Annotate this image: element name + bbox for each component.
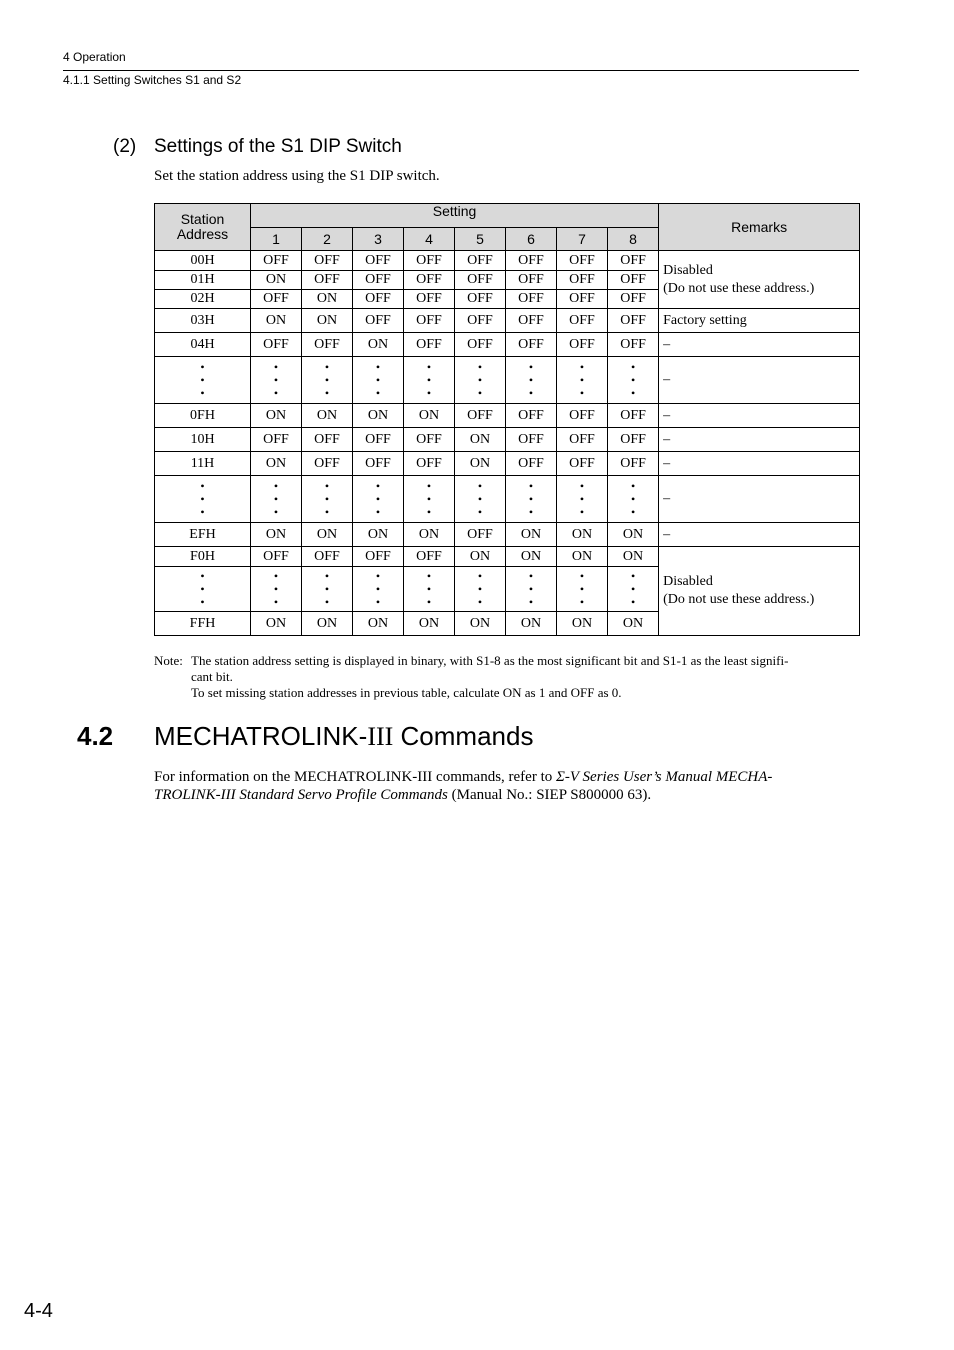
bit-cell: OFF — [251, 251, 302, 271]
bit-header: 5 — [455, 228, 506, 251]
vertical-ellipsis: • • • — [608, 357, 659, 404]
vertical-ellipsis: • • • — [404, 567, 455, 612]
station-address: 01H — [155, 271, 251, 290]
vertical-ellipsis: • • • — [455, 357, 506, 404]
bit-cell: OFF — [608, 333, 659, 357]
vertical-ellipsis: • • • — [608, 476, 659, 523]
bit-cell: OFF — [557, 428, 608, 452]
note-line-1: The station address setting is displayed in binary, with S1-8 as the most significant bit and S1-1 as the least signifi- — [191, 653, 789, 668]
table-row — [155, 251, 860, 271]
bit-cell: OFF — [506, 290, 557, 309]
station-address: 03H — [155, 309, 251, 333]
bit-cell: ON — [302, 309, 353, 333]
bit-cell: OFF — [353, 271, 404, 290]
vertical-ellipsis: • • • — [506, 476, 557, 523]
bit-cell: OFF — [557, 290, 608, 309]
bit-cell: ON — [557, 612, 608, 636]
bit-cell: ON — [455, 547, 506, 567]
bit-cell: OFF — [506, 271, 557, 290]
vertical-ellipsis: • • • — [404, 476, 455, 523]
bit-cell: OFF — [353, 452, 404, 476]
bit-cell: ON — [251, 523, 302, 547]
bit-cell: OFF — [404, 452, 455, 476]
remarks-header: Remarks — [659, 204, 860, 251]
bit-header: 8 — [608, 228, 659, 251]
bit-cell: OFF — [404, 251, 455, 271]
bit-cell: ON — [251, 452, 302, 476]
station-address: 11H — [155, 452, 251, 476]
subsection-number: (2) — [113, 136, 137, 157]
bit-header: 6 — [506, 228, 557, 251]
bit-cell: ON — [506, 547, 557, 567]
bit-cell: ON — [302, 612, 353, 636]
station-address-header: Station Address — [155, 204, 251, 251]
bit-cell: ON — [302, 523, 353, 547]
remark-dash: – — [659, 404, 860, 428]
station-address: 10H — [155, 428, 251, 452]
vertical-ellipsis: • • • — [251, 567, 302, 612]
bit-header: 3 — [353, 228, 404, 251]
header-section: 4.1.1 Setting Switches S1 and S2 — [63, 73, 242, 87]
bit-cell: OFF — [557, 404, 608, 428]
remark-dash: – — [659, 428, 860, 452]
bit-cell: OFF — [251, 290, 302, 309]
remark-dash: – — [659, 523, 860, 547]
bit-cell: OFF — [353, 251, 404, 271]
vertical-ellipsis: • • • — [155, 476, 251, 523]
bit-cell: ON — [404, 404, 455, 428]
bit-cell: ON — [557, 547, 608, 567]
bit-cell: ON — [251, 404, 302, 428]
station-address: 0FH — [155, 404, 251, 428]
bit-cell: OFF — [506, 309, 557, 333]
bit-cell: OFF — [455, 251, 506, 271]
bit-cell: ON — [251, 309, 302, 333]
bit-cell: ON — [506, 523, 557, 547]
station-address: 00H — [155, 251, 251, 271]
ellipsis-row — [155, 476, 860, 523]
bit-cell: OFF — [608, 428, 659, 452]
bit-cell: ON — [302, 290, 353, 309]
bit-cell: OFF — [302, 452, 353, 476]
bit-header: 1 — [251, 228, 302, 251]
remark-factory: Factory setting — [659, 309, 860, 333]
bit-cell: OFF — [353, 547, 404, 567]
bit-header: 4 — [404, 228, 455, 251]
bit-cell: ON — [404, 523, 455, 547]
bit-cell: ON — [251, 271, 302, 290]
bit-cell: OFF — [251, 547, 302, 567]
bit-cell: ON — [608, 612, 659, 636]
bit-cell: OFF — [455, 404, 506, 428]
table-note — [154, 653, 859, 701]
bit-cell: OFF — [506, 333, 557, 357]
vertical-ellipsis: • • • — [251, 357, 302, 404]
bit-cell: OFF — [302, 547, 353, 567]
manual-reference: Σ-V Series User’s Manual MECHA- — [556, 769, 773, 785]
bit-cell: OFF — [506, 428, 557, 452]
bit-cell: ON — [608, 523, 659, 547]
table-row — [155, 523, 860, 547]
bit-cell: OFF — [506, 404, 557, 428]
bit-cell: OFF — [353, 290, 404, 309]
bit-cell: OFF — [608, 309, 659, 333]
bit-cell: OFF — [557, 452, 608, 476]
vertical-ellipsis: • • • — [251, 476, 302, 523]
bit-cell: OFF — [302, 251, 353, 271]
vertical-ellipsis: • • • — [302, 357, 353, 404]
manual-reference-cont: TROLINK-III Standard Servo Profile Commands — [154, 787, 448, 803]
section-body: For information on the MECHATROLINK-III commands, refer to Σ-V Series User’s Manual MECHA- TROLINK-III Standard Servo Profile Commands (Manual No.: SIEP S800000 63). — [154, 769, 773, 803]
subsection-title: Settings of the S1 DIP Switch — [154, 136, 402, 157]
vertical-ellipsis: • • • — [353, 476, 404, 523]
bit-cell: OFF — [455, 523, 506, 547]
vertical-ellipsis: • • • — [455, 567, 506, 612]
header-chapter: 4 Operation — [63, 50, 126, 64]
section-number: 4.2 — [77, 721, 114, 751]
table-row — [155, 547, 860, 567]
vertical-ellipsis: • • • — [557, 476, 608, 523]
bit-cell: OFF — [404, 333, 455, 357]
subsection-intro: Set the station address using the S1 DIP switch. — [154, 168, 440, 184]
bit-cell: ON — [353, 404, 404, 428]
header-rule — [63, 70, 859, 71]
ellipsis-row — [155, 357, 860, 404]
dip-switch-table — [154, 203, 860, 636]
bit-cell: OFF — [608, 271, 659, 290]
bit-cell: OFF — [557, 251, 608, 271]
table-row — [155, 452, 860, 476]
bit-cell: OFF — [353, 428, 404, 452]
bit-cell: OFF — [302, 428, 353, 452]
station-address: 04H — [155, 333, 251, 357]
remark-disabled: Disabled (Do not use these address.) — [659, 547, 860, 636]
bit-cell: OFF — [404, 428, 455, 452]
bit-cell: ON — [455, 452, 506, 476]
station-address: FFH — [155, 612, 251, 636]
bit-cell: OFF — [557, 271, 608, 290]
bit-cell: OFF — [608, 251, 659, 271]
bit-cell: ON — [353, 333, 404, 357]
vertical-ellipsis: • • • — [608, 567, 659, 612]
vertical-ellipsis: • • • — [557, 567, 608, 612]
bit-cell: OFF — [557, 333, 608, 357]
bit-cell: ON — [353, 523, 404, 547]
page-number: 4-4 — [24, 1300, 53, 1322]
remark-disabled: Disabled (Do not use these address.) — [659, 251, 860, 309]
bit-cell: OFF — [608, 452, 659, 476]
remark-dash: – — [659, 333, 860, 357]
bit-header: 2 — [302, 228, 353, 251]
remark-dash: – — [659, 476, 860, 523]
table-row — [155, 404, 860, 428]
remark-dash: – — [659, 357, 860, 404]
bit-header: 7 — [557, 228, 608, 251]
bit-cell: ON — [608, 547, 659, 567]
bit-cell: OFF — [353, 309, 404, 333]
vertical-ellipsis: • • • — [302, 567, 353, 612]
vertical-ellipsis: • • • — [506, 567, 557, 612]
bit-cell: OFF — [506, 452, 557, 476]
bit-cell: OFF — [251, 428, 302, 452]
bit-cell: ON — [455, 428, 506, 452]
bit-cell: OFF — [302, 333, 353, 357]
table-row — [155, 333, 860, 357]
table-row — [155, 428, 860, 452]
bit-cell: ON — [353, 612, 404, 636]
bit-cell: OFF — [506, 251, 557, 271]
vertical-ellipsis: • • • — [353, 567, 404, 612]
note-label: Note: — [154, 653, 183, 668]
station-address: 02H — [155, 290, 251, 309]
bit-cell: OFF — [404, 290, 455, 309]
vertical-ellipsis: • • • — [353, 357, 404, 404]
bit-cell: OFF — [608, 290, 659, 309]
bit-cell: ON — [251, 612, 302, 636]
bit-cell: OFF — [404, 309, 455, 333]
bit-cell: OFF — [455, 333, 506, 357]
vertical-ellipsis: • • • — [404, 357, 455, 404]
vertical-ellipsis: • • • — [455, 476, 506, 523]
bit-cell: ON — [455, 612, 506, 636]
bit-cell: OFF — [404, 547, 455, 567]
bit-cell: OFF — [455, 271, 506, 290]
bit-cell: ON — [302, 404, 353, 428]
bit-cell: OFF — [608, 404, 659, 428]
setting-header: Setting — [251, 204, 659, 228]
table-row — [155, 309, 860, 333]
station-address: EFH — [155, 523, 251, 547]
bit-cell: OFF — [251, 333, 302, 357]
bit-cell: OFF — [557, 309, 608, 333]
vertical-ellipsis: • • • — [302, 476, 353, 523]
bit-cell: ON — [404, 612, 455, 636]
bit-cell: OFF — [302, 271, 353, 290]
bit-cell: ON — [506, 612, 557, 636]
bit-cell: OFF — [455, 290, 506, 309]
vertical-ellipsis: • • • — [557, 357, 608, 404]
vertical-ellipsis: • • • — [155, 357, 251, 404]
bit-cell: ON — [557, 523, 608, 547]
remark-dash: – — [659, 452, 860, 476]
vertical-ellipsis: • • • — [506, 357, 557, 404]
vertical-ellipsis: • • • — [155, 567, 251, 612]
note-line-2: To set missing station addresses in previous table, calculate ON as 1 and OFF as 0. — [191, 685, 622, 700]
note-line-1b: cant bit. — [191, 669, 233, 684]
bit-cell: OFF — [404, 271, 455, 290]
station-address: F0H — [155, 547, 251, 567]
bit-cell: OFF — [455, 309, 506, 333]
section-title: MECHATROLINK-III Commands — [154, 721, 534, 751]
